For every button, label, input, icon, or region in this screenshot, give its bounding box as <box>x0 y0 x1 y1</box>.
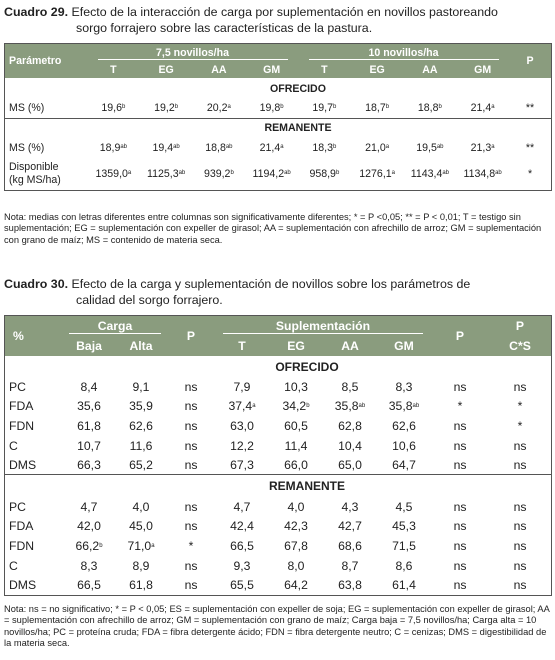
cell: 19,7$^b$ <box>312 102 337 115</box>
row-label: PC <box>9 499 26 514</box>
cell: 939,2$^b$ <box>203 168 234 180</box>
cell: 1143,4$^{ab}$ <box>410 168 450 180</box>
cell: 10,3 <box>284 379 308 394</box>
cell: 45,0 <box>129 519 153 534</box>
cell: 64,2 <box>284 578 308 593</box>
cell: 18,7$^b$ <box>365 102 390 115</box>
header-group-75: 7,5 novillos/ha <box>87 44 298 61</box>
table-row <box>5 377 551 397</box>
cell-p: ns <box>513 538 527 553</box>
cell: 42,3 <box>284 519 308 534</box>
table-30-note: Nota: ns = no significativo; * = P < 0,05; ES = suplementación con expeller de soja; EG = suplementación con expeller de girasol; AA = suplementación con afrechillo de arroz; GM = suplementación con grano de maíz; Carga baja = 7,5 novillos/ha; Carga alta = 10 novillos/ha; PC = proteína cruda; FDA = fibra detergente ácido; FDN = fibra detergente neutro; C = cenizas; DMS = digestibilidad de la materia seca. <box>4 604 550 649</box>
table-row <box>5 455 551 475</box>
cell: 65,5 <box>230 578 254 593</box>
table-row <box>5 556 551 576</box>
subheader-cell: EG <box>369 63 385 76</box>
row-label: FDN <box>9 418 35 433</box>
table-29-subheader <box>5 61 551 78</box>
cell-p: ns <box>184 379 198 394</box>
cell-p: ns <box>453 578 467 593</box>
cell: 1276,1$^a$ <box>359 168 395 180</box>
header-carga: Carga <box>63 316 167 336</box>
cell: 18,3$^b$ <box>312 142 337 154</box>
subheader-cell: AA <box>422 63 438 76</box>
cell: 1125,3$^{ab}$ <box>146 168 186 180</box>
table-29-title-line2: sorgo forrajero sobre las características de la pastura. <box>76 21 373 35</box>
table-row <box>5 138 551 158</box>
subheader-cell: GM <box>263 63 281 76</box>
cell-p: ns <box>453 499 467 514</box>
cell: 4,3 <box>341 499 359 514</box>
cell: 61,4 <box>392 578 416 593</box>
cell: 65,0 <box>338 457 362 472</box>
cell: 35,6 <box>77 399 101 414</box>
cell: 18,8$^b$ <box>417 102 442 115</box>
cell-p: ns <box>453 418 467 433</box>
cell-p: ns <box>453 379 467 394</box>
cell: 21,3$^a$ <box>470 142 495 154</box>
row-label: MS (%) <box>9 102 45 115</box>
cell: 11,6 <box>129 438 153 453</box>
cell-p: * <box>517 399 523 414</box>
table-row <box>5 575 551 595</box>
cell: 11,4 <box>284 438 308 453</box>
subheader-cs: C*S <box>509 339 531 353</box>
cell: 7,9 <box>233 379 251 394</box>
cell: 10,7 <box>77 438 101 453</box>
table-row <box>5 99 551 118</box>
cell: 1194,2$^{ab}$ <box>252 168 291 180</box>
cell: 4,5 <box>395 499 413 514</box>
cell: 4,7 <box>80 499 98 514</box>
cell-p: ns <box>184 418 198 433</box>
table-30-title-line1: Efecto de la carga y suplementación de novillos sobre los parámetros de <box>71 277 471 291</box>
cell-p: ns <box>513 499 527 514</box>
table-30-title <box>4 276 470 308</box>
cell: 62,8 <box>338 418 362 433</box>
row-label: FDA <box>9 399 34 414</box>
subheader-cell: GM <box>474 63 492 76</box>
cell-p: ns <box>184 578 198 593</box>
section-remanente: REMANENTE <box>268 479 345 494</box>
header-p-carga: P <box>186 329 196 343</box>
cell-p: ns <box>184 399 198 414</box>
cell-p: ns <box>513 438 527 453</box>
header-suplementacion: Suplementación <box>215 316 431 336</box>
subheader-cell: T <box>321 63 328 76</box>
subheader-cell: Alta <box>129 339 153 353</box>
cell: 8,4 <box>80 379 98 394</box>
cell-p: ns <box>184 519 198 534</box>
cell-p: ns <box>184 438 198 453</box>
table-29 <box>4 43 552 191</box>
cell: 8,6 <box>395 558 413 573</box>
table-30 <box>4 315 552 596</box>
cell: 67,8 <box>284 538 308 553</box>
cell: 19,4$^{ab}$ <box>152 142 180 154</box>
cell: 68,6 <box>338 538 362 553</box>
cell: 958,9$^b$ <box>309 168 340 180</box>
table-row <box>5 436 551 456</box>
table-row <box>5 416 551 436</box>
cell: 63,0 <box>230 418 254 433</box>
cell: 8,7 <box>341 558 359 573</box>
header-p-cs: P <box>515 319 525 333</box>
cell: 10,6 <box>392 438 416 453</box>
row-label: FDN <box>9 538 35 553</box>
cell: 35,8$^{ab}$ <box>388 399 420 414</box>
table-row <box>5 517 551 537</box>
cell: 42,0 <box>77 519 101 534</box>
header-group-10: 10 novillos/ha <box>298 44 509 61</box>
cell-p: ns <box>513 519 527 534</box>
row-label: C <box>9 558 18 573</box>
cell: 1359,0$^a$ <box>95 168 132 180</box>
cell: 18,8$^{ab}$ <box>205 142 233 154</box>
cell: 61,8 <box>129 578 153 593</box>
cell: 21,0$^a$ <box>365 142 390 154</box>
table-29-label: Cuadro 29. <box>4 5 69 19</box>
cell: 66,3 <box>77 457 101 472</box>
cell: 20,2$^a$ <box>206 102 231 115</box>
cell: 4,0 <box>132 499 150 514</box>
cell: 71,0$^a$ <box>127 538 155 553</box>
cell: 19,8$^b$ <box>259 102 284 115</box>
section-ofrecido: OFRECIDO <box>275 359 339 374</box>
cell-p: ns <box>184 499 198 514</box>
header-p: P <box>526 55 534 67</box>
table-row <box>5 158 551 190</box>
row-label: Disponible (kg MS/ha) <box>9 161 61 186</box>
subheader-cell: T <box>110 63 117 76</box>
subheader-cell: GM <box>394 339 414 353</box>
cell: 66,0 <box>284 457 308 472</box>
cell: 8,0 <box>287 558 305 573</box>
cell: 4,7 <box>233 499 251 514</box>
row-label: MS (%) <box>9 142 45 154</box>
cell: 62,6 <box>129 418 153 433</box>
cell-p: ** <box>525 102 535 115</box>
cell-p: * <box>188 538 194 553</box>
cell-p: * <box>527 168 533 180</box>
cell-p: ns <box>453 438 467 453</box>
cell: 35,9 <box>129 399 153 414</box>
cell: 61,8 <box>77 418 101 433</box>
cell: 34,2$^b$ <box>282 399 310 414</box>
cell: 71,5 <box>392 538 416 553</box>
cell: 8,5 <box>341 379 359 394</box>
row-label: FDA <box>9 519 34 534</box>
cell: 66,5 <box>230 538 254 553</box>
table-30-title-line2: calidad del sorgo forrajero. <box>76 293 223 307</box>
cell-p: ns <box>513 558 527 573</box>
cell: 37,4$^a$ <box>228 399 256 414</box>
section-ofrecido: OFRECIDO <box>270 82 326 95</box>
cell: 8,9 <box>132 558 150 573</box>
cell: 60,5 <box>284 418 308 433</box>
table-29-note: Nota: medias con letras diferentes entre columnas son significativamente diferentes; * = P <0,05; ** = P < 0,01; T = testigo sin suplementación; EG = suplementación con expeller de girasol; AA = suplementación con afrechillo de arroz; GM = suplementación con grano de maíz; MS = contenido de materia seca. <box>4 212 542 245</box>
subheader-cell: Baja <box>76 339 102 353</box>
table-29-title-line1: Efecto de la interacción de carga por suplementación en novillos pastoreando <box>71 5 498 19</box>
cell: 1134,8$^{ab}$ <box>463 168 502 180</box>
cell-p: ns <box>184 457 198 472</box>
cell-p: ns <box>513 578 527 593</box>
section-remanente: REMANENTE <box>264 122 332 135</box>
cell-p: * <box>457 399 463 414</box>
cell: 18,9$^{ab}$ <box>99 142 128 154</box>
table-row <box>5 397 551 417</box>
table-row <box>5 536 551 556</box>
cell-p: ns <box>453 558 467 573</box>
cell-p: ns <box>453 457 467 472</box>
cell: 42,4 <box>230 519 254 534</box>
cell: 4,0 <box>287 499 305 514</box>
cell-p: ns <box>513 457 527 472</box>
cell: 63,8 <box>338 578 362 593</box>
table-row <box>5 497 551 517</box>
subheader-cell: EG <box>287 339 305 353</box>
subheader-cell: T <box>238 339 246 353</box>
subheader-cell: EG <box>158 63 174 76</box>
cell: 8,3 <box>80 558 98 573</box>
cell: 66,2$^b$ <box>75 538 103 553</box>
cell-p: ns <box>453 538 467 553</box>
cell-p: ns <box>513 379 527 394</box>
subheader-cell: AA <box>341 339 359 353</box>
cell-p: ns <box>453 519 467 534</box>
cell: 64,7 <box>392 457 416 472</box>
row-label: DMS <box>9 457 37 472</box>
cell: 66,5 <box>77 578 101 593</box>
cell-p: ** <box>525 142 535 154</box>
cell: 42,7 <box>338 519 362 534</box>
header-pct: % <box>13 329 24 343</box>
cell: 9,1 <box>132 379 150 394</box>
row-label: DMS <box>9 578 37 593</box>
cell: 19,5$^{ab}$ <box>416 142 444 154</box>
cell: 19,6$^b$ <box>101 102 126 115</box>
cell: 35,8$^{ab}$ <box>334 399 366 414</box>
subheader-cell: AA <box>211 63 227 76</box>
cell-p: ns <box>184 558 198 573</box>
header-p-supl: P <box>455 329 465 343</box>
cell: 12,2 <box>230 438 254 453</box>
cell: 21,4$^a$ <box>470 102 495 115</box>
cell: 21,4$^a$ <box>259 142 284 154</box>
cell-p: * <box>517 418 523 433</box>
table-30-label: Cuadro 30. <box>4 277 69 291</box>
cell: 9,3 <box>233 558 251 573</box>
table-29-title <box>4 4 498 36</box>
row-label: PC <box>9 379 26 394</box>
cell: 10,4 <box>338 438 362 453</box>
cell: 8,3 <box>395 379 413 394</box>
cell: 19,2$^b$ <box>154 102 179 115</box>
row-label: C <box>9 438 18 453</box>
cell: 67,3 <box>230 457 254 472</box>
cell: 65,2 <box>129 457 153 472</box>
header-parametro: Parámetro <box>9 55 62 67</box>
cell: 62,6 <box>392 418 416 433</box>
cell: 45,3 <box>392 519 416 534</box>
